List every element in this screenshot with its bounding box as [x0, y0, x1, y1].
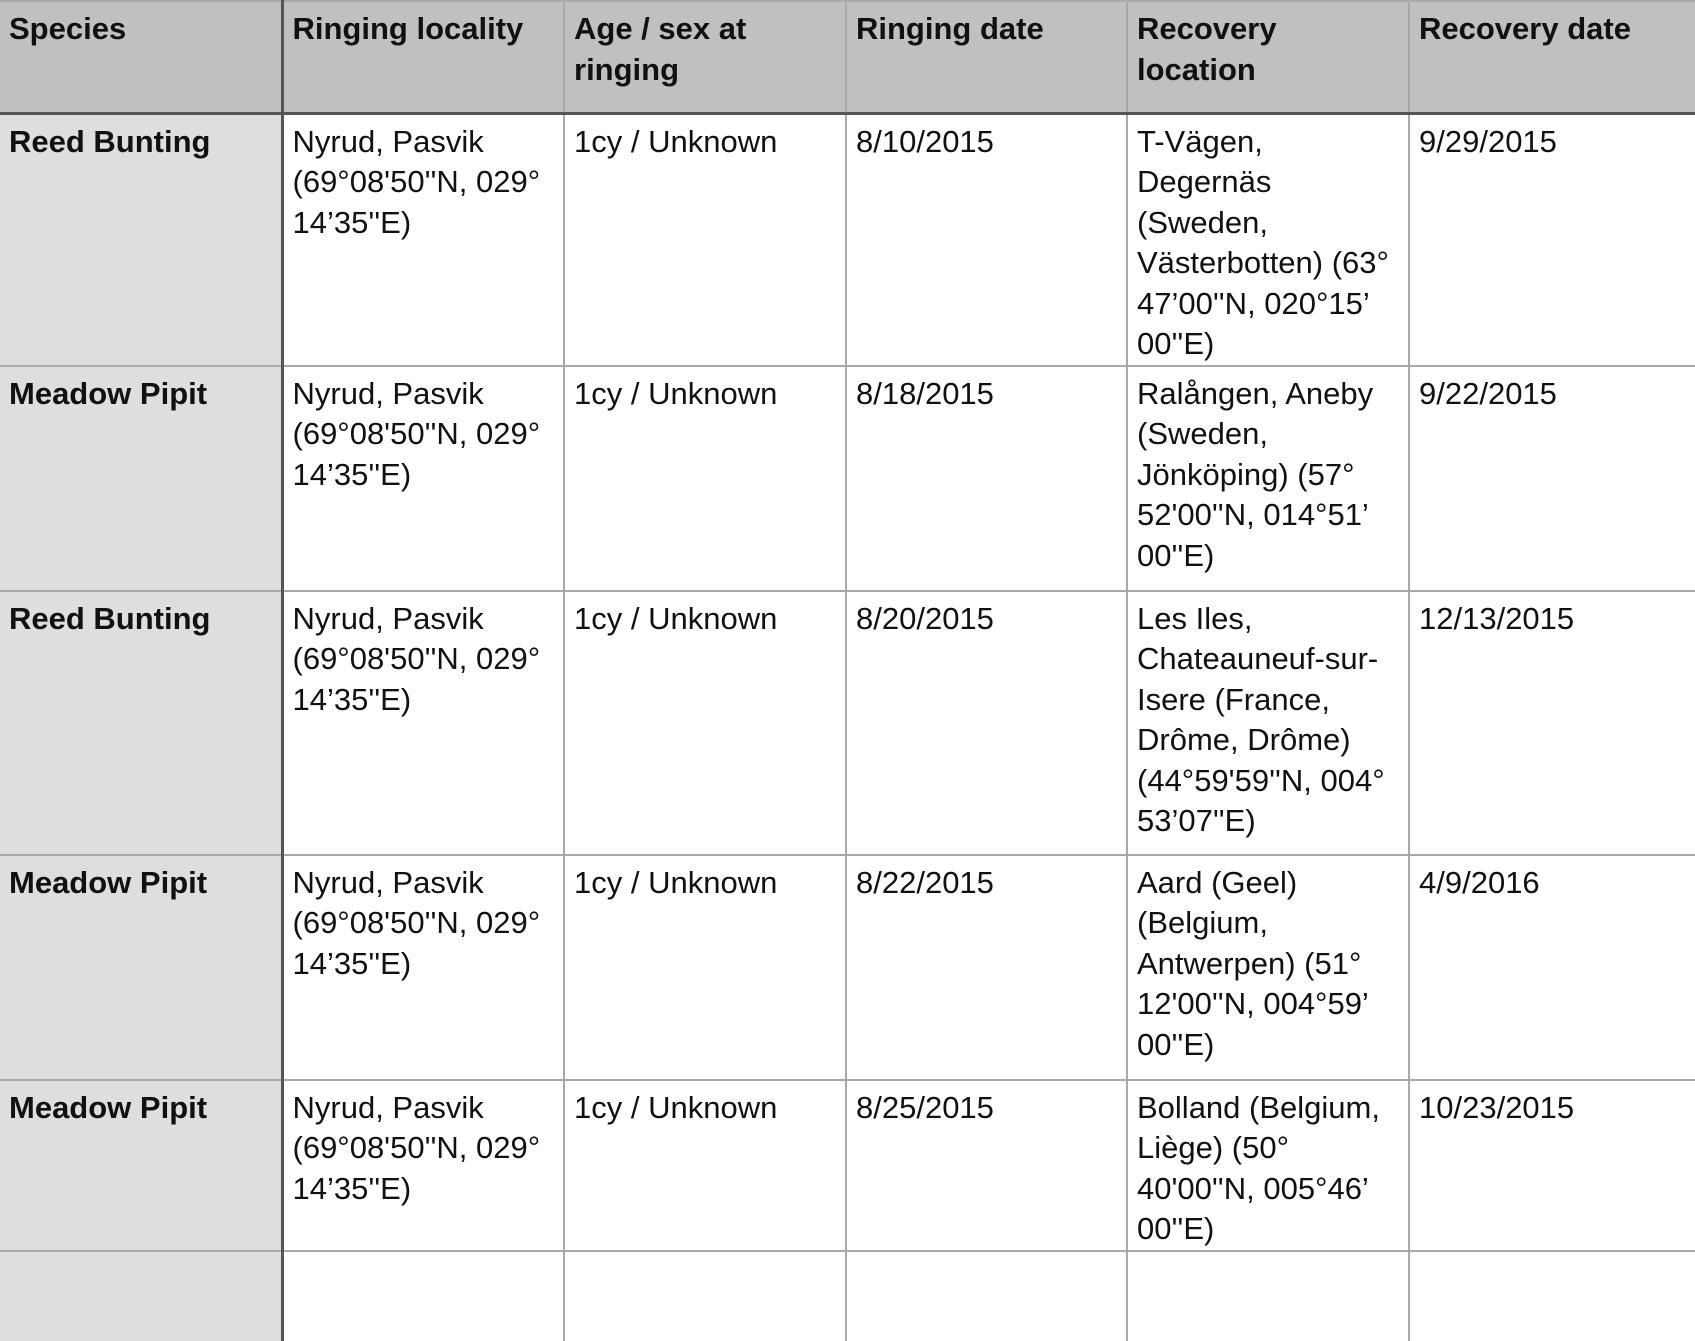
header-species[interactable]: Species	[0, 1, 282, 113]
header-ringing-date[interactable]: Ringing date	[846, 1, 1127, 113]
ringing-date-cell[interactable]: 8/20/2015	[846, 591, 1127, 855]
recovery-date-cell[interactable]: 12/13/2015	[1409, 591, 1695, 855]
table-row	[0, 591, 1695, 855]
recovery-date-cell[interactable]	[1409, 1251, 1695, 1341]
recovery-date-cell[interactable]: 10/23/2015	[1409, 1080, 1695, 1251]
header-row	[0, 1, 1695, 113]
ringing-date-cell[interactable]: 8/10/2015	[846, 113, 1127, 366]
recovery-location-cell[interactable]: Aard (Geel) (Belgium, Antwerpen) (51° 12'00''N, 004°59’ 00''E)	[1127, 855, 1409, 1080]
header-recovery-date[interactable]: Recovery date	[1409, 1, 1695, 113]
recovery-location-cell[interactable]: Bolland (Belgium, Liège) (50° 40'00''N, 005°46’ 00''E)	[1127, 1080, 1409, 1251]
ringing-date-cell[interactable]: 8/25/2015	[846, 1080, 1127, 1251]
header-age-sex[interactable]: Age / sex at ringing	[564, 1, 846, 113]
species-cell[interactable]: Meadow Pipit	[0, 1080, 282, 1251]
recovery-location-cell[interactable]: T-Vägen, Degernäs (Sweden, Västerbotten) (63° 47’00''N, 020°15’ 00''E)	[1127, 113, 1409, 366]
species-cell[interactable]: Reed Bunting	[0, 591, 282, 855]
species-cell[interactable]: Meadow Pipit	[0, 366, 282, 591]
table-header	[0, 1, 1695, 113]
header-ringing-locality[interactable]: Ringing locality	[282, 1, 564, 113]
table-row	[0, 855, 1695, 1080]
species-cell[interactable]: Meadow Pipit	[0, 855, 282, 1080]
recovery-location-cell[interactable]: Ralången, Aneby (Sweden, Jönköping) (57° 52'00''N, 014°51’ 00''E)	[1127, 366, 1409, 591]
ringing-locality-cell[interactable]	[282, 1251, 564, 1341]
ringing-date-cell[interactable]: 8/22/2015	[846, 855, 1127, 1080]
header-recovery-location[interactable]: Recovery location	[1127, 1, 1409, 113]
age-sex-cell[interactable]: 1cy / Unknown	[564, 855, 846, 1080]
recovery-location-cell[interactable]: Les Iles, Chateauneuf-sur-Isere (France, Drôme, Drôme) (44°59'59''N, 004° 53’07''E)	[1127, 591, 1409, 855]
age-sex-cell[interactable]: 1cy / Unknown	[564, 113, 846, 366]
age-sex-cell[interactable]: 1cy / Unknown	[564, 1080, 846, 1251]
recovery-date-cell[interactable]: 9/22/2015	[1409, 366, 1695, 591]
ringing-date-cell[interactable]	[846, 1251, 1127, 1341]
age-sex-cell[interactable]: 1cy / Unknown	[564, 366, 846, 591]
ringing-date-cell[interactable]: 8/18/2015	[846, 366, 1127, 591]
ringing-locality-cell[interactable]: Nyrud, Pasvik (69°08'50''N, 029° 14’35''E)	[282, 1080, 564, 1251]
ringing-locality-cell[interactable]: Nyrud, Pasvik (69°08'50''N, 029° 14’35''E)	[282, 855, 564, 1080]
ringing-locality-cell[interactable]: Nyrud, Pasvik (69°08'50''N, 029° 14’35''E)	[282, 366, 564, 591]
recovery-date-cell[interactable]: 4/9/2016	[1409, 855, 1695, 1080]
species-cell[interactable]	[0, 1251, 282, 1341]
table-body	[0, 113, 1695, 1341]
table-row	[0, 366, 1695, 591]
age-sex-cell[interactable]: 1cy / Unknown	[564, 591, 846, 855]
ringing-locality-cell[interactable]: Nyrud, Pasvik (69°08'50''N, 029° 14’35''E)	[282, 591, 564, 855]
table-row	[0, 1251, 1695, 1341]
recovery-date-cell[interactable]: 9/29/2015	[1409, 113, 1695, 366]
table-row	[0, 1080, 1695, 1251]
age-sex-cell[interactable]	[564, 1251, 846, 1341]
ringing-locality-cell[interactable]: Nyrud, Pasvik (69°08'50''N, 029° 14’35''E)	[282, 113, 564, 366]
table-row	[0, 113, 1695, 366]
species-cell[interactable]: Reed Bunting	[0, 113, 282, 366]
recovery-location-cell[interactable]	[1127, 1251, 1409, 1341]
